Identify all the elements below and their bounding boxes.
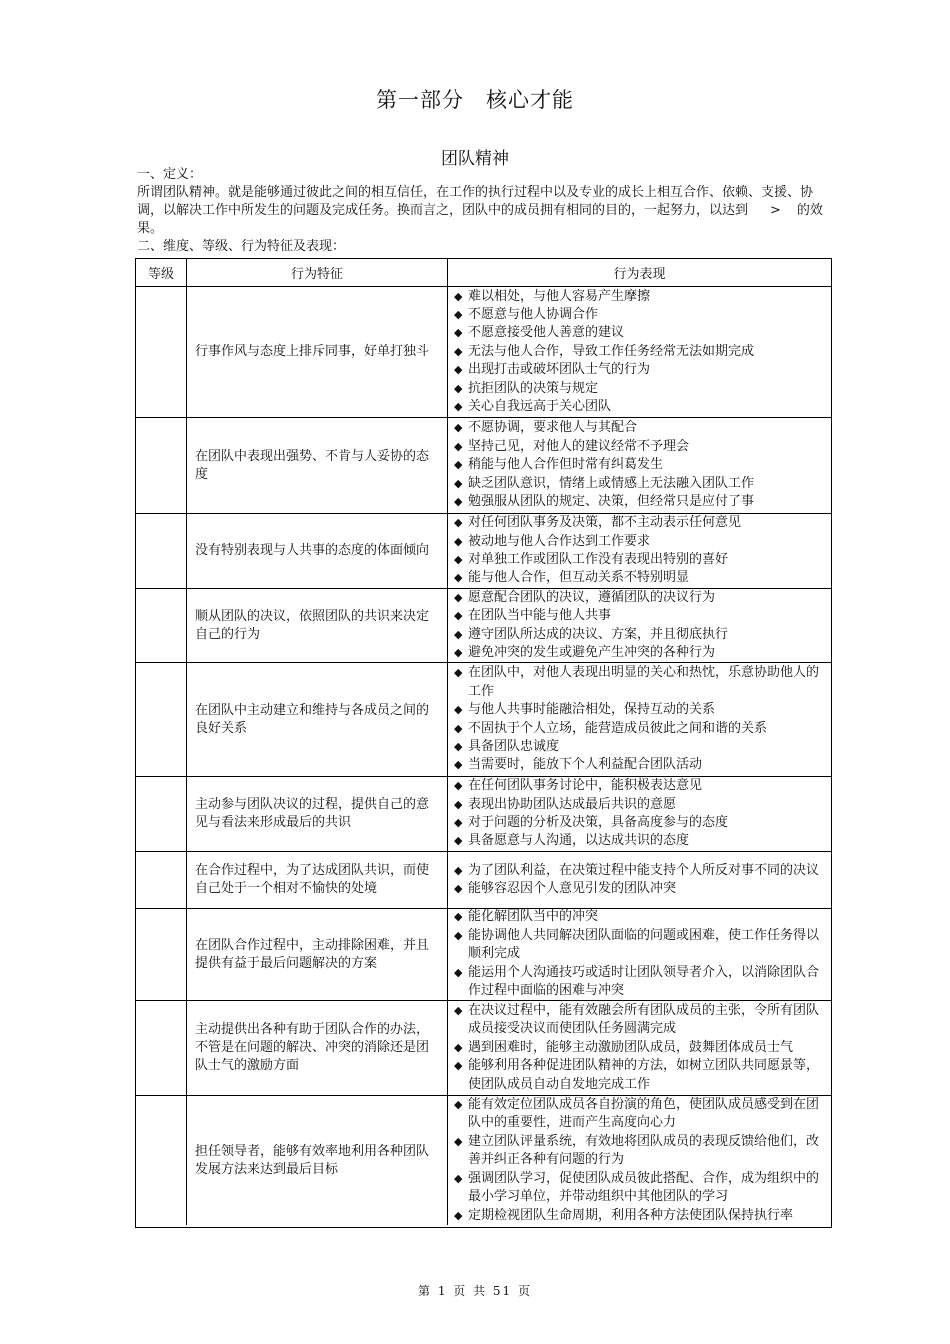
diamond-bullet-icon: ◆ bbox=[454, 882, 463, 895]
behavior-text: 遇到困难时，能够主动激励团队成员，鼓舞团体成员士气 bbox=[468, 1039, 794, 1055]
performance-cell bbox=[448, 1001, 831, 1095]
feature-text: 没有特别表现与人共事的态度的体面倾向 bbox=[195, 543, 430, 558]
level-cell bbox=[136, 1096, 187, 1225]
behavior-text: 不愿意与他人协调合作 bbox=[468, 306, 599, 322]
header-level: 等级 bbox=[136, 259, 187, 286]
diamond-bullet-icon: ◆ bbox=[454, 1003, 463, 1017]
feature-cell bbox=[187, 1001, 448, 1095]
behavior-item bbox=[454, 1207, 829, 1225]
behavior-text: 能与他人合作，但互动关系不特别明显 bbox=[468, 570, 690, 586]
definition-tail: 的效果。 bbox=[137, 203, 823, 236]
behavior-item bbox=[454, 1057, 829, 1094]
performance-cell bbox=[448, 589, 831, 662]
behavior-text: 遵守团队所达成的决议、方案，并且彻底执行 bbox=[468, 626, 729, 642]
table-row bbox=[136, 909, 831, 1001]
performance-cell bbox=[448, 663, 831, 776]
diamond-bullet-icon: ◆ bbox=[454, 571, 463, 585]
behavior-text: 能协调他人共同解决团队面临的问题或困难，使工作任务得以顺利完成 bbox=[468, 927, 820, 962]
header-feature: 行为特征 bbox=[187, 259, 448, 286]
level-cell bbox=[136, 287, 187, 417]
diamond-bullet-icon: ◆ bbox=[454, 965, 463, 979]
behavior-item bbox=[454, 438, 829, 456]
level-cell bbox=[136, 852, 187, 908]
feature-text: 主动提供出各种有助于团队合作的办法，不管是在问题的解决、冲突的消除还是团队士气的激励方面 bbox=[195, 1022, 430, 1073]
diamond-bullet-icon: ◆ bbox=[454, 721, 463, 735]
feature-cell bbox=[187, 589, 448, 662]
behavior-item bbox=[454, 398, 829, 416]
level-cell bbox=[136, 1001, 187, 1095]
feature-text: 顺从团队的决议，依照团队的共识来决定自己的行为 bbox=[195, 608, 430, 642]
feature-text: 在团队中主动建立和维持与各成员之间的良好关系 bbox=[195, 702, 430, 736]
behavior-item bbox=[454, 1170, 829, 1207]
behavior-item bbox=[454, 514, 829, 532]
behavior-text: 无法与他人合作，导致工作任务经常无法如期完成 bbox=[468, 343, 755, 359]
behavior-text: 缺乏团队意识，情绪上或情感上无法融入团队工作 bbox=[468, 475, 755, 491]
table-row bbox=[136, 663, 831, 777]
behavior-text: 在团队中，对他人表现出明显的关心和热忱，乐意协助他人的工作 bbox=[468, 665, 820, 699]
behavior-item bbox=[454, 832, 829, 850]
behavior-text: 对任何团队事务及决策，都不主动表示任何意见 bbox=[468, 515, 742, 531]
diamond-bullet-icon: ◆ bbox=[454, 534, 463, 548]
diamond-bullet-icon: ◆ bbox=[454, 928, 463, 942]
diamond-bullet-icon: ◆ bbox=[454, 1134, 463, 1148]
performance-cell bbox=[448, 852, 831, 908]
feature-cell bbox=[187, 777, 448, 851]
feature-cell bbox=[187, 418, 448, 513]
behavior-text: 避免冲突的发生或避免产生冲突的各种行为 bbox=[468, 644, 716, 660]
behavior-text: 定期检视团队生命周期，利用各种方法使团队保持执行率 bbox=[468, 1207, 794, 1223]
diamond-bullet-icon: ◆ bbox=[454, 590, 463, 604]
performance-cell bbox=[448, 909, 831, 1000]
diamond-bullet-icon: ◆ bbox=[454, 476, 463, 490]
behavior-item bbox=[454, 475, 829, 493]
behavior-item bbox=[454, 756, 829, 774]
intro-block bbox=[137, 166, 837, 256]
behavior-item bbox=[454, 862, 829, 880]
behavior-item bbox=[454, 796, 829, 814]
behavior-text: 在团队当中能与他人共事 bbox=[468, 608, 612, 624]
diamond-bullet-icon: ◆ bbox=[454, 863, 463, 877]
diamond-bullet-icon: ◆ bbox=[454, 439, 463, 453]
competency-table bbox=[135, 258, 832, 1228]
behavior-item bbox=[454, 720, 829, 738]
diamond-bullet-icon: ◆ bbox=[454, 458, 463, 472]
performance-cell bbox=[448, 1096, 831, 1225]
level-cell bbox=[136, 418, 187, 513]
behavior-item bbox=[454, 664, 829, 701]
diamond-bullet-icon: ◆ bbox=[454, 797, 463, 811]
behavior-text: 稍能与他人合作但时常有纠葛发生 bbox=[468, 457, 664, 473]
diamond-bullet-icon: ◆ bbox=[454, 553, 463, 566]
behavior-text: 表现出协助团队达成最后共识的意愿 bbox=[468, 796, 677, 812]
definition-text: 所谓团队精神。就是能够通过彼此之间的相互信任，在工作的执行过程中以及专业的成长上相互合作、依赖、支援、协调，以解决工作中所发生的问题及完成任务。换而言之，团队中的成员拥有相同的目的，一起努力，以达到 bbox=[137, 185, 814, 218]
behavior-text: 能够利用各种促进团队精神的方法，如树立团队共同愿景等，使团队成员自动自发地完成工作 bbox=[468, 1058, 820, 1092]
behavior-item bbox=[454, 306, 829, 324]
behavior-item bbox=[454, 456, 829, 474]
table-row bbox=[136, 418, 831, 514]
feature-cell bbox=[187, 514, 448, 588]
feature-text: 在团队中表现出强势、不肯与人妥协的态度 bbox=[195, 448, 430, 482]
feature-text: 担任领导者，能够有效率地利用各种团队发展方法来达到最后目标 bbox=[195, 1143, 430, 1177]
behavior-text: 在任何团队事务讨论中，能积极表达意见 bbox=[468, 778, 703, 794]
table-row bbox=[136, 589, 831, 663]
behavior-item bbox=[454, 343, 829, 361]
feature-text: 在团队合作过程中，主动排除困难，并且提供有益于最后问题解决的方案 bbox=[195, 937, 430, 971]
table-row bbox=[136, 777, 831, 852]
behavior-text: 不固执于个人立场，能营造成员彼此之间和谐的关系 bbox=[468, 720, 768, 736]
behavior-text: 勉强服从团队的规定、决策，但经常只是应付了事 bbox=[468, 494, 755, 510]
behavior-text: 能够容忍因个人意见引发的团队冲突 bbox=[468, 881, 677, 896]
behavior-text: 能运用个人沟通技巧或适时让团队领导者介入，以消除团队合作过程中面临的困难与冲突 bbox=[468, 964, 820, 999]
diamond-bullet-icon: ◆ bbox=[454, 627, 463, 641]
behavior-item bbox=[454, 533, 829, 551]
diamond-bullet-icon: ◆ bbox=[454, 1171, 463, 1185]
behavior-text: 难以相处，与他人容易产生摩擦 bbox=[468, 288, 651, 304]
behavior-text: 强调团队学习，促使团队成员彼此搭配、合作，成为组织中的最小学习单位，并带动组织中其他团队的学习 bbox=[468, 1170, 820, 1205]
behavior-item bbox=[454, 419, 829, 437]
performance-cell bbox=[448, 777, 831, 851]
page-footer: 第 1 页 共 51 页 bbox=[418, 1284, 532, 1298]
behavior-text: 对单独工作或团队工作没有表现出特别的喜好 bbox=[468, 552, 729, 567]
behavior-item bbox=[454, 493, 829, 511]
level-cell bbox=[136, 663, 187, 776]
definition-symbol: > bbox=[770, 203, 781, 218]
feature-cell bbox=[187, 287, 448, 417]
behavior-item bbox=[454, 626, 829, 644]
table-row bbox=[136, 1096, 831, 1225]
header-performance: 行为表现 bbox=[613, 267, 666, 282]
feature-cell bbox=[187, 909, 448, 1000]
behavior-item bbox=[454, 880, 829, 898]
behavior-item bbox=[454, 701, 829, 719]
diamond-bullet-icon: ◆ bbox=[454, 1040, 463, 1054]
behavior-item bbox=[454, 777, 829, 795]
diamond-bullet-icon: ◆ bbox=[454, 495, 463, 509]
diamond-bullet-icon: ◆ bbox=[454, 834, 463, 848]
behavior-text: 与他人共事时能融洽相处，保持互动的关系 bbox=[468, 702, 716, 718]
table-row bbox=[136, 1001, 831, 1096]
behavior-item bbox=[454, 607, 829, 625]
behavior-item bbox=[454, 1002, 829, 1039]
diamond-bullet-icon: ◆ bbox=[454, 516, 463, 530]
diamond-bullet-icon: ◆ bbox=[454, 289, 463, 303]
performance-cell bbox=[448, 287, 831, 417]
diamond-bullet-icon: ◆ bbox=[454, 739, 463, 753]
behavior-text: 当需要时，能放下个人利益配合团队活动 bbox=[468, 757, 703, 773]
diamond-bullet-icon: ◆ bbox=[454, 609, 463, 623]
page-title: 第一部分 核心才能 bbox=[376, 88, 574, 112]
feature-text: 主动参与团队决议的过程，提供自己的意见与看法来形成最后的共识 bbox=[195, 797, 430, 830]
feature-cell bbox=[187, 852, 448, 908]
behavior-text: 在决议过程中，能有效融会所有团队成员的主张，令所有团队成员接受决议而使团队任务圆满完成 bbox=[468, 1002, 820, 1037]
behavior-text: 不愿协调，要求他人与其配合 bbox=[468, 420, 638, 436]
diamond-bullet-icon: ◆ bbox=[454, 703, 463, 717]
diamond-bullet-icon: ◆ bbox=[454, 779, 463, 793]
behavior-item bbox=[454, 738, 829, 756]
behavior-text: 不愿意接受他人善意的建议 bbox=[468, 325, 625, 341]
level-cell bbox=[136, 909, 187, 1000]
definition-heading: 一、定义： bbox=[137, 167, 203, 182]
behavior-item bbox=[454, 380, 829, 398]
behavior-item bbox=[454, 927, 829, 964]
behavior-item bbox=[454, 551, 829, 569]
behavior-text: 具备团队忠诚度 bbox=[468, 738, 560, 754]
diamond-bullet-icon: ◆ bbox=[454, 421, 463, 435]
table-row bbox=[136, 852, 831, 909]
behavior-item bbox=[454, 361, 829, 379]
diamond-bullet-icon: ◆ bbox=[454, 344, 463, 358]
behavior-text: 对于问题的分析及决策，具备高度参与的态度 bbox=[468, 815, 729, 830]
feature-text: 行事作风与态度上排斥同事，好单打独斗 bbox=[195, 344, 430, 359]
feature-text: 在合作过程中，为了达成团队共识，而使自己处于一个相对不愉快的处境 bbox=[195, 863, 430, 896]
behavior-item bbox=[454, 908, 829, 926]
behavior-text: 被动地与他人合作达到工作要求 bbox=[468, 533, 651, 549]
performance-cell bbox=[448, 514, 831, 588]
behavior-text: 具备愿意与人沟通，以达成共识的态度 bbox=[468, 833, 690, 849]
definition-paragraph bbox=[137, 184, 837, 238]
behavior-item bbox=[454, 814, 829, 832]
behavior-item bbox=[454, 589, 829, 607]
diamond-bullet-icon: ◆ bbox=[454, 381, 463, 395]
behavior-text: 坚持己见，对他人的建议经常不予理会 bbox=[468, 438, 690, 454]
behavior-text: 能化解团队当中的冲突 bbox=[468, 909, 599, 925]
behavior-item bbox=[454, 1096, 829, 1133]
diamond-bullet-icon: ◆ bbox=[454, 400, 463, 414]
performance-cell bbox=[448, 418, 831, 513]
behavior-text: 出现打击或破坏团队士气的行为 bbox=[468, 362, 651, 378]
behavior-text: 关心自我远高于关心团队 bbox=[468, 399, 612, 415]
behavior-item bbox=[454, 964, 829, 1001]
behavior-item bbox=[454, 1133, 829, 1170]
diamond-bullet-icon: ◆ bbox=[454, 1059, 463, 1073]
diamond-bullet-icon: ◆ bbox=[454, 1098, 463, 1112]
level-cell bbox=[136, 589, 187, 662]
feature-cell bbox=[187, 1096, 448, 1225]
behavior-item bbox=[454, 288, 829, 306]
feature-cell bbox=[187, 663, 448, 776]
table-header-row bbox=[136, 259, 831, 287]
table-row bbox=[136, 514, 831, 589]
behavior-text: 建立团队评量系统，有效地将团队成员的表现反馈给他们，改善并纠正各种有问题的行为 bbox=[468, 1133, 820, 1168]
behavior-item bbox=[454, 644, 829, 662]
dimension-heading: 二、维度、等级、行为特征及表现： bbox=[137, 239, 346, 254]
level-cell bbox=[136, 777, 187, 851]
behavior-item bbox=[454, 569, 829, 587]
diamond-bullet-icon: ◆ bbox=[454, 363, 463, 377]
diamond-bullet-icon: ◆ bbox=[454, 1208, 463, 1222]
behavior-text: 能有效定位团队成员各自扮演的角色，使团队成员感受到在团队中的重要性，进而产生高度向心力 bbox=[468, 1097, 820, 1131]
diamond-bullet-icon: ◆ bbox=[454, 326, 463, 340]
behavior-text: 为了团队利益，在决策过程中能支持个人所反对事不同的决议 bbox=[468, 862, 820, 878]
table-row bbox=[136, 287, 831, 418]
section-title: 团队精神 bbox=[441, 149, 509, 169]
diamond-bullet-icon: ◆ bbox=[454, 816, 463, 829]
level-cell bbox=[136, 514, 187, 588]
diamond-bullet-icon: ◆ bbox=[454, 758, 463, 772]
behavior-text: 抗拒团队的决策与规定 bbox=[468, 380, 599, 396]
diamond-bullet-icon: ◆ bbox=[454, 307, 463, 321]
diamond-bullet-icon: ◆ bbox=[454, 645, 463, 659]
behavior-text: 愿意配合团队的决议，遵循团队的决议行为 bbox=[468, 589, 716, 605]
diamond-bullet-icon: ◆ bbox=[454, 666, 463, 680]
behavior-item bbox=[454, 324, 829, 342]
diamond-bullet-icon: ◆ bbox=[454, 910, 463, 924]
behavior-item bbox=[454, 1039, 829, 1057]
